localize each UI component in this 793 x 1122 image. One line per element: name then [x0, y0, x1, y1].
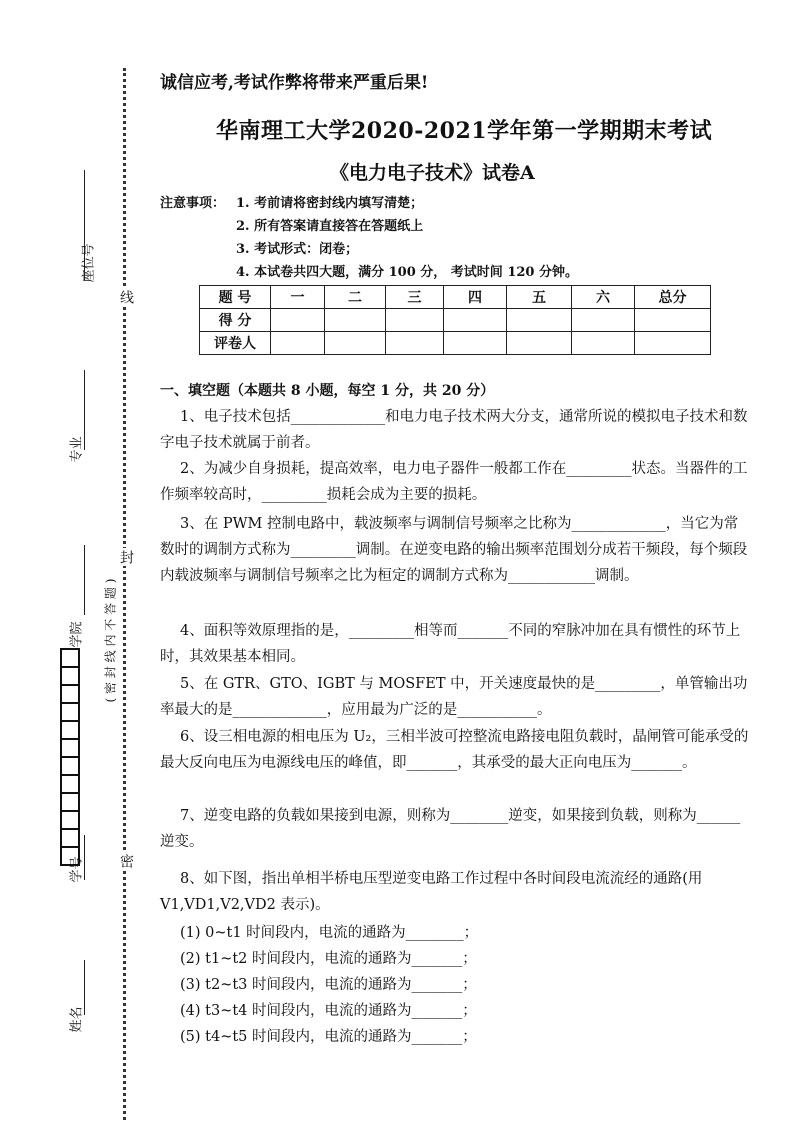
- score-cell[interactable]: [444, 309, 507, 332]
- question-4: 4、面积等效原理指的是，_________相等而_______不同的窄脉冲加在具有惯性的环节上时，其效果基本相同。: [160, 623, 741, 665]
- sub-item: (3) t2~t3 时间段内，电流的通路为_______；: [180, 977, 477, 993]
- sub-item: (2) t1~t2 时间段内，电流的通路为_______；: [180, 951, 477, 967]
- note-item: 4. 本试卷共四大题，满分 100 分， 考试时间 120 分钟。: [236, 265, 578, 280]
- section-heading: 一、填空题（本题共 8 小题，每空 1 分，共 20 分）: [160, 383, 495, 399]
- student-id-label: 学号: [69, 856, 85, 883]
- question-8: 8、如下图，指出单相半桥电压型逆变电路工作过程中各时间段电流流经的通路(用 V1,VD1,V2,VD2 表示)。: [160, 871, 703, 913]
- score-cell[interactable]: [572, 309, 635, 332]
- score-table: [199, 285, 711, 355]
- score-header-cell: 六: [572, 286, 635, 309]
- score-cell[interactable]: [325, 332, 386, 355]
- score-cell[interactable]: [386, 332, 444, 355]
- exam-subtitle: 《电力电子技术》试卷A: [330, 162, 535, 184]
- score-header-cell: 四: [444, 286, 507, 309]
- name-label: 姓名: [69, 1006, 85, 1033]
- score-header-cell: 总分: [635, 286, 711, 309]
- seal-mark-secret: 密: [118, 854, 134, 868]
- student-id-boxes[interactable]: [60, 648, 80, 864]
- score-cell[interactable]: [386, 309, 444, 332]
- score-cell[interactable]: [507, 309, 572, 332]
- score-header-cell: 一: [271, 286, 325, 309]
- college-label: 学院: [69, 621, 85, 648]
- score-header-cell: 二: [325, 286, 386, 309]
- score-cell[interactable]: [325, 309, 386, 332]
- score-row-label: 评卷人: [200, 332, 271, 355]
- sub-item: (4) t3~t4 时间段内，电流的通路为_______；: [180, 1003, 477, 1019]
- score-cell[interactable]: [507, 332, 572, 355]
- question-1: 1、电子技术包括_____________和电力电子技术两大分支，通常所说的模拟电子技术和数字电子技术就属于前者。: [160, 409, 748, 451]
- question-5: 5、在 GTR、GTO、IGBT 与 MOSFET 中，开关速度最快的是_________，单管输出功率最大的是_____________，应用最为广泛的是___________。: [160, 676, 748, 718]
- seal-mark-seal: 封: [118, 550, 134, 564]
- score-header-cell: 五: [507, 286, 572, 309]
- sub-item: (5) t4~t5 时间段内，电流的通路为_______；: [180, 1029, 477, 1045]
- seat-label: 座位号: [81, 243, 97, 283]
- score-row-label: 得 分: [200, 309, 271, 332]
- score-cell[interactable]: [572, 332, 635, 355]
- score-cell[interactable]: [271, 332, 325, 355]
- score-cell[interactable]: [635, 332, 711, 355]
- seal-dotted-line: [123, 68, 126, 1120]
- question-2: 2、为减少自身损耗，提高效率，电力电子器件一般都工作在_________状态。当器件的工作频率较高时，_________损耗会成为主要的损耗。: [160, 461, 748, 503]
- exam-title: 华南理工大学2020-2021学年第一学期期末考试: [216, 118, 713, 144]
- question-6: 6、设三相电源的相电压为 U₂，三相半波可控整流电路接电阻负载时，晶闸管可能承受的最大反向电压为电源线电压的峰值，即_______，其承受的最大正向电压为_______。: [160, 729, 749, 771]
- note-item: 2. 所有答案请直接答在答题纸上: [236, 219, 424, 234]
- integrity-warning: 诚信应考,考试作弊将带来严重后果!: [160, 73, 429, 93]
- major-label: 专业: [69, 436, 85, 463]
- note-item: 3. 考试形式：闭卷；: [236, 242, 359, 257]
- notes-head: 注意事项：: [160, 196, 226, 211]
- question-7: 7、逆变电路的负载如果接到电源，则称为________逆变，如果接到负载，则称为______逆变。: [160, 808, 741, 850]
- seal-mark-line: 线: [118, 290, 134, 304]
- score-header-cell: 题 号: [200, 286, 271, 309]
- college-line: [84, 545, 85, 615]
- note-item: 1. 考前请将密封线内填写清楚；: [236, 196, 424, 211]
- question-3: 3、在 PWM 控制电路中，载波频率与调制信号频率之比称为_____________，当它为常数时的调制方式称为_________调制。在逆变电路的输出频率范围划分成若干频段，每个频段内载波频率与调制信号频率之比为桓定的调制方式称为____________调制。: [160, 516, 748, 584]
- score-cell[interactable]: [635, 309, 711, 332]
- seal-note: ( 密 封 线 内 不 答 题 ): [103, 578, 118, 703]
- sub-item: (1) 0~t1 时间段内，电流的通路为________；: [180, 925, 479, 941]
- score-cell[interactable]: [444, 332, 507, 355]
- notes: [160, 192, 578, 284]
- score-header-cell: 三: [386, 286, 444, 309]
- score-cell[interactable]: [271, 309, 325, 332]
